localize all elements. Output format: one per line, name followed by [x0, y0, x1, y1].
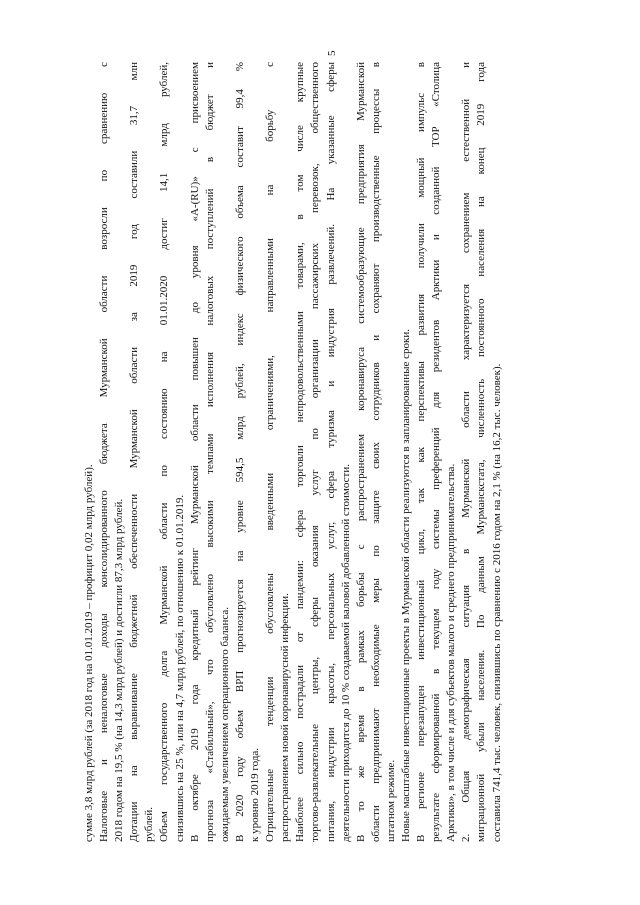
text-line: Наиболее сильно пострадали от пандемии: сфера торговли непродовольственными товарами, в том числе крупные [294, 62, 307, 842]
text-line: 2. Общая демографическая ситуация в Мурманской области характеризуется сохранением естественной и [460, 62, 473, 842]
text-line: Отрицательные тенденции обусловлены введенными ограничениями, направленными на борьбу с [264, 62, 277, 842]
text-line: прогноза «Стабильный», что обусловлено высокими темпами исполнения налоговых поступлений в бюджет и [203, 62, 216, 842]
text-line: 2018 годом на 19,5 % (на 14,3 млрд рублей) и достигли 87,3 млрд рублей. [113, 498, 126, 842]
text-line: области предпринимают необходимые меры по защите своих сотрудников и сохраняют производственные процессы в [369, 62, 382, 842]
text-line: Арктики», в том числе и для субъектов малого и среднего предпринимательства. [445, 463, 458, 842]
text-line: сумме 3,8 млрд рублей (за 2018 год на 01.01.2019 – профицит 0,02 млрд рублей). [83, 464, 95, 842]
text-line: торгово-развлекательные центры, сферы оказания услуг по организации пассажирских перевозок, общественного [309, 62, 322, 842]
text-line: снизившись на 25 %, или на 4,7 млрд рублей, по отношению к 01.01.2019. [173, 494, 186, 842]
text-line: В 2020 году объем ВРП прогнозируется на уровне 594,5 млрд рублей, индекс физического объема составит 99,4 % [233, 62, 246, 842]
text-line: ожидаемым увеличением операционного баланса. [218, 607, 231, 842]
text-line: Новые масштабные инвестиционные проекты в Мурманской области реализуются в запланированные сроки. [399, 329, 412, 842]
text-line: результате сформированной в текущем году системы преференций для резидентов Арктики и созданной ТОР «Столица [430, 62, 443, 842]
text-line: к уровню 2019 года. [249, 747, 262, 842]
text-line: В то же время в рамках борьбы с распространением коронавируса системообразующие предприятия Мурманской [354, 62, 367, 842]
text-line: рублей. [143, 806, 156, 842]
text-line: питания, индустрии красоты, персональных услуг, сфера туризма и индустрия развлечений. На указанные сферы [324, 62, 337, 842]
text-line: Дотации на выравнивание бюджетной обеспеченности Мурманской области за 2019 год составили 31,7 млн [128, 62, 141, 842]
text-line: деятельности приходится до 10 % создаваемой валовой добавленной стоимости. [339, 464, 352, 842]
text-line: миграционной убыли населения. По данным Мурманскстата, численность постоянного населения на конец 2019 года [475, 62, 488, 842]
text-line: Объем государственного долга Мурманской области по состоянию на 01.01.2020 достиг 14,1 млрд рублей, [158, 62, 171, 842]
text-line: распространением новой коронавирусной инфекции. [279, 593, 292, 842]
page-number: 5 [326, 50, 338, 56]
text-line: Налоговые и неналоговые доходы консолидированного бюджета Мурманской области возросли по сравнению с [98, 62, 111, 842]
rotated-text-block [82, 62, 505, 842]
text-line: штатном режиме. [384, 759, 397, 842]
text-line: В октябре 2019 года кредитный рейтинг Мурманской области повышен до уровня «A-(RU)» с присвоением [188, 62, 201, 842]
text-line: В регионе перезапущен инвестиционный цикл, так как перспективы развития получили мощный импульс в [415, 62, 428, 842]
text-line: составила 741,4 тыс. человек, снизившись по сравнению с 2016 годом на 2,1 % (на 16,2 тыс. человек). [490, 363, 503, 842]
